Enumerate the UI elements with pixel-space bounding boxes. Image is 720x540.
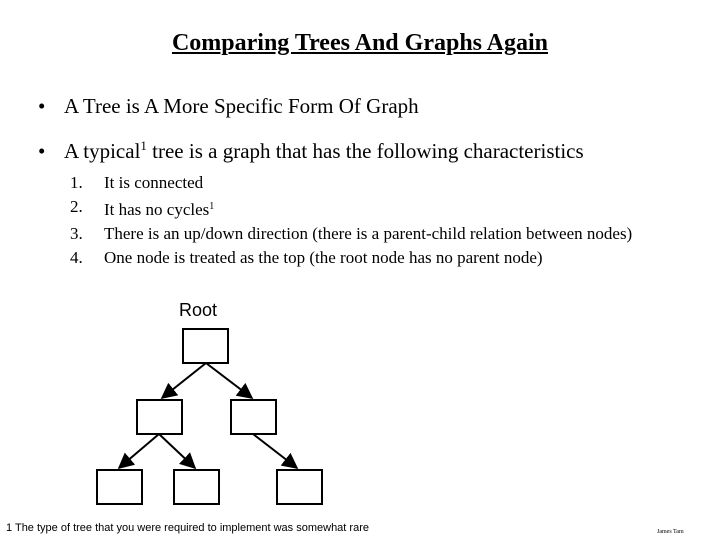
- bullet-text-before: A typical: [64, 139, 141, 163]
- list-text: It has no cycles: [104, 200, 210, 219]
- bullet-text-after: tree is a graph that has the following characteristics: [146, 139, 584, 163]
- footnote-marker: 1: [140, 138, 147, 153]
- list-number: 3.: [70, 224, 83, 243]
- slide-title: Comparing Trees And Graphs Again: [171, 30, 549, 56]
- list-number: 2.: [70, 197, 83, 216]
- author-credit: James Tam: [657, 529, 684, 535]
- tree-node-leaf: [174, 470, 219, 504]
- footnote: 1 The type of tree that you were required to implement was somewhat rare: [6, 522, 369, 534]
- tree-edge: [162, 363, 206, 398]
- tree-edge: [159, 434, 195, 468]
- tree-edge: [253, 434, 297, 468]
- list-number: 1.: [70, 173, 83, 192]
- tree-node-leaf: [277, 470, 322, 504]
- root-label: Root: [179, 300, 218, 320]
- tree-node-right: [231, 400, 276, 434]
- tree-edge: [206, 363, 252, 398]
- tree-node-root: [183, 329, 228, 363]
- tree-node-leaf: [97, 470, 142, 504]
- bullet-marker: •: [38, 139, 46, 163]
- bullet-text: A Tree is A More Specific Form Of Graph: [64, 94, 419, 118]
- footnote-marker: 1: [209, 201, 215, 212]
- tree-node-left: [137, 400, 182, 434]
- bullet-marker: •: [38, 94, 46, 118]
- list-text: One node is treated as the top (the root node has no parent node): [104, 248, 543, 267]
- list-text: It is connected: [104, 173, 204, 192]
- list-text: There is an up/down direction (there is a parent-child relation between nodes): [104, 224, 633, 243]
- tree-edge: [119, 434, 159, 468]
- list-number: 4.: [70, 248, 83, 267]
